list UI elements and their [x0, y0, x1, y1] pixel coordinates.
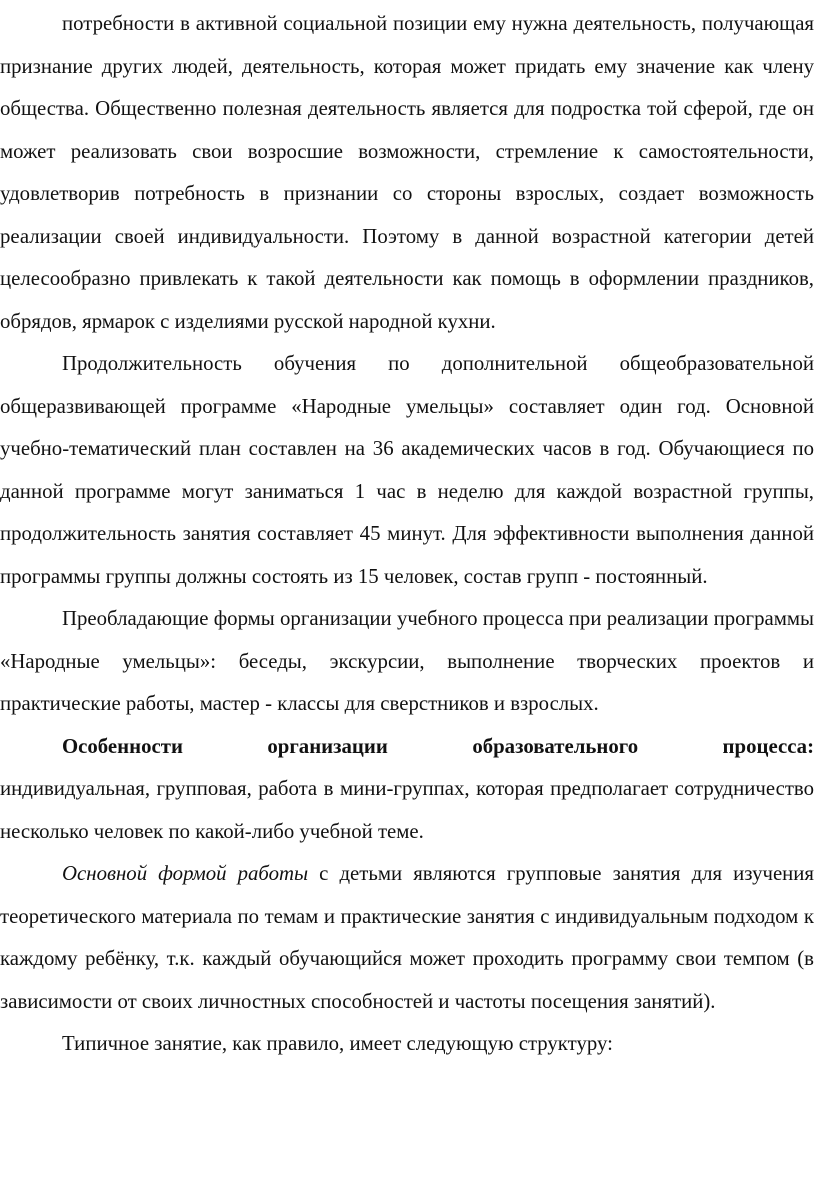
- organization-features-heading: Особенности организации образовательного процесса:: [62, 734, 814, 758]
- paragraph-3: Преобладающие формы организации учебного процесса при реализации программы «Народные умельцы»: беседы, экскурсии, выполнение творческих проектов и практические работы, мастер - классы для сверстников и взрослых.: [0, 607, 814, 715]
- document-body: [0, 3, 814, 1066]
- paragraph-4-heading: [0, 726, 814, 769]
- main-form-of-work-phrase: Основной формой работы: [62, 862, 309, 885]
- paragraph-5: [0, 853, 814, 1023]
- paragraph-5-text: с детьми являются групповые занятия для изучения теоретического материала по темам и практические занятия с индивидуальным подходом к каждому ребёнку, т.к. каждый обучающийся может проходить программу свои темпом (в зависимости от своих личностных способностей и частоты посещения занятий).: [0, 862, 815, 1013]
- paragraph-2: Продолжительность обучения по дополнительной общеобразовательной общеразвивающей программе «Народные умельцы» составляет один год. Основной учебно-тематический план составлен на 36 академических часов в год. Обучающиеся по данной программе могут заниматься 1 час в неделю для каждой возрастной группы, продолжительность занятия составляет 45 минут. Для эффективности выполнения данной программы группы должны состоять из 15 человек, состав групп - постоянный.: [0, 352, 814, 588]
- paragraph-4-body: индивидуальная, групповая, работа в мини-группах, которая предполагает сотрудничество несколько человек по какой-либо учебной теме.: [0, 777, 814, 843]
- paragraph-6: Типичное занятие, как правило, имеет следующую структуру:: [62, 1032, 613, 1055]
- paragraph-1: потребности в активной социальной позиции ему нужна деятельность, получающая признание других людей, деятельность, которая может придать ему значение как члену общества. Общественно полезная деятельность является для подростка той сферой, где он может реализовать свои возросшие возможности, стремление к самостоятельности, удовлетворив потребность в признании со стороны взрослых, создает возможность реализации своей индивидуальности. Поэтому в данной возрастной категории детей целесообразно привлекать к такой деятельности как помощь в оформлении праздников, обрядов, ярмарок с изделиями русской народной кухни.: [0, 12, 814, 333]
